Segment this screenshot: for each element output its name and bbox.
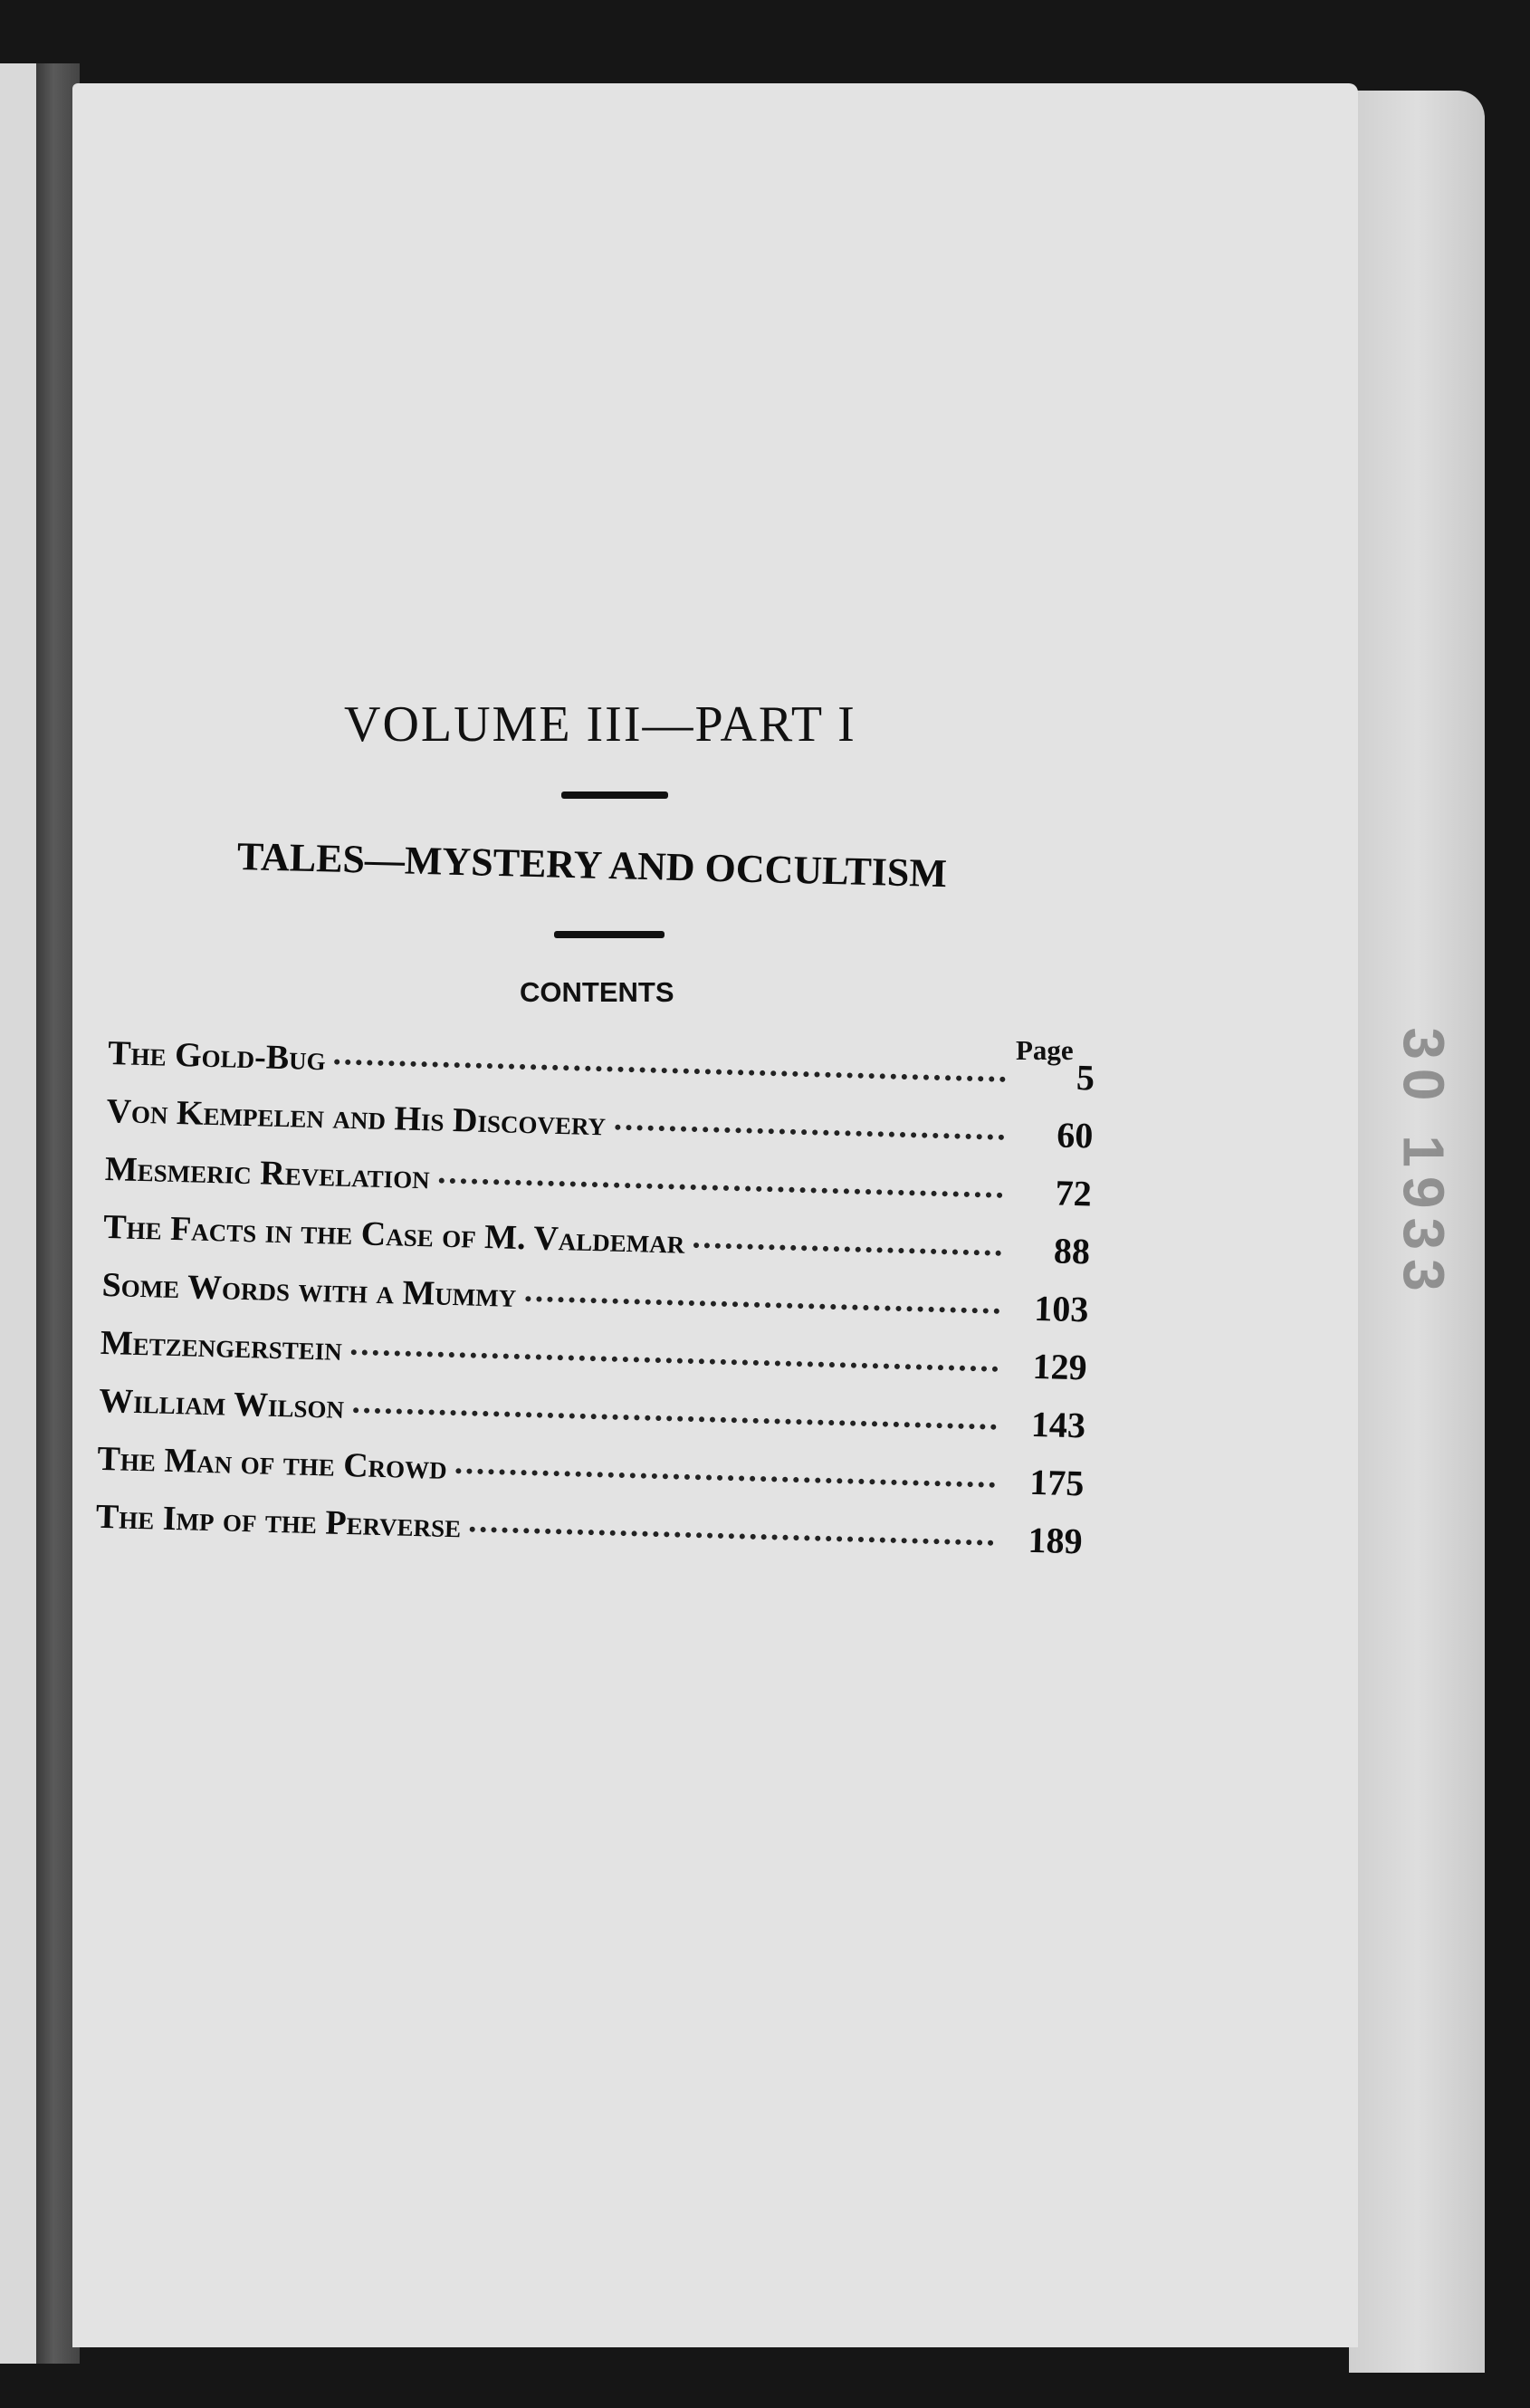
edge-stamp-text: 30 1933 — [1391, 1027, 1457, 1300]
toc-entry-page: 72 — [1055, 1172, 1093, 1214]
toc-entry-title: Von Kempelen and His Discovery — [106, 1091, 607, 1144]
toc-entry-title: Metzengerstein — [100, 1323, 343, 1368]
toc-entry-title: The Man of the Crowd — [97, 1439, 448, 1487]
dot-leader — [693, 1242, 1001, 1256]
toc-entry-page: 189 — [1028, 1519, 1084, 1562]
dot-leader — [456, 1468, 996, 1488]
toc-entry-page: 143 — [1030, 1403, 1086, 1446]
toc-entry-title: Mesmeric Revelation — [104, 1149, 431, 1197]
page-column-label: Page — [1016, 1034, 1074, 1066]
previous-page-edge — [0, 63, 36, 2364]
section-title: TALES—MYSTERY AND OCCULTISM — [236, 834, 948, 897]
dot-leader — [470, 1527, 994, 1546]
toc-entry-title: The Imp of the Perverse — [95, 1497, 462, 1546]
toc-entry-page: 60 — [1056, 1114, 1094, 1156]
toc-entry-page: 129 — [1032, 1345, 1088, 1388]
title-rule — [561, 791, 668, 799]
toc-entry-page: 88 — [1053, 1230, 1091, 1272]
dot-leader — [353, 1407, 997, 1430]
contents-heading: CONTENTS — [520, 976, 674, 1008]
toc-entry-title: Some Words with a Mummy — [101, 1265, 517, 1315]
dot-leader — [525, 1296, 999, 1314]
table-of-contents — [95, 1031, 1095, 1578]
volume-title: VOLUME III—PART I — [344, 696, 856, 753]
edge-stamp — [1392, 507, 1456, 1820]
section-rule — [554, 931, 665, 938]
toc-entry-page: 103 — [1033, 1287, 1089, 1330]
toc-entry-title: William Wilson — [98, 1381, 345, 1426]
dot-leader — [351, 1349, 999, 1372]
toc-entry-page: 5 — [1076, 1057, 1095, 1098]
dot-leader — [439, 1178, 1003, 1198]
toc-entry-title: The Facts in the Case of M. Valdemar — [102, 1207, 685, 1262]
toc-entry-page: 175 — [1028, 1461, 1085, 1504]
dot-leader — [615, 1125, 1004, 1140]
toc-entry-title: The Gold-Bug — [107, 1033, 327, 1079]
dot-leader — [335, 1060, 1006, 1082]
